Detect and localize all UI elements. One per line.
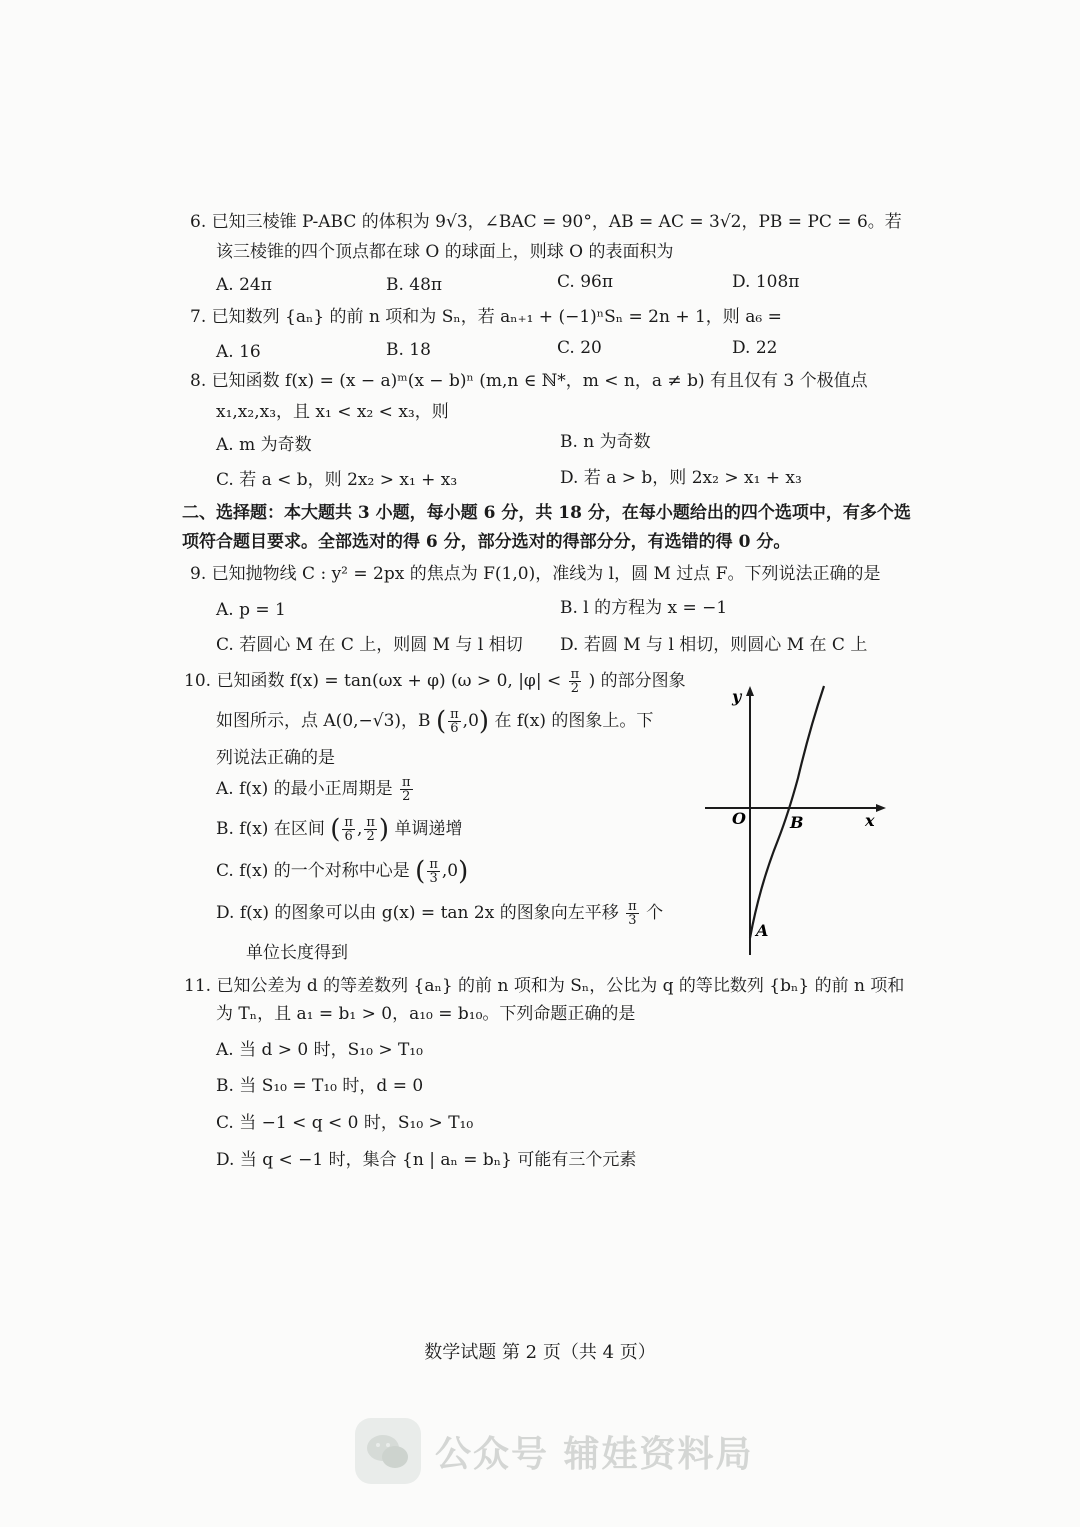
section2-heading-line1: 二、选择题：本大题共 3 小题，每小题 6 分，共 18 分，在每小题给出的四个选项中，有多个选 (182, 503, 911, 523)
q10-stem-line3: 列说法正确的是 (216, 748, 335, 768)
q6-option-a: A. 24π (216, 275, 272, 295)
pi-over-2-fraction: $\frac{\pi}{2}$ (570, 667, 580, 696)
point-a-label: A (756, 921, 769, 940)
y-axis-arrow (746, 686, 754, 696)
q10-stem-line2: 如图所示，点 A(0,−√3)，B ( $\frac{\pi}{6}$ ,0) 在 f(x) 的图象上。下 (216, 706, 654, 737)
q7-stem: 7. 已知数列 {aₙ} 的前 n 项和为 Sₙ，若 aₙ₊₁ + (−1)ⁿSₙ = 2n + 1，则 a₆ = (190, 307, 782, 327)
q6-option-b: B. 48π (386, 275, 443, 295)
wechat-icon (355, 1418, 421, 1484)
q11-stem-line2: 为 Tₙ，且 a₁ = b₁ > 0，a₁₀ = b₁₀。下列命题正确的是 (216, 1004, 636, 1024)
q8-option-c: C. 若 a < b，则 2x₂ > x₁ + x₃ (216, 470, 458, 490)
x-axis-arrow (876, 804, 886, 812)
tan-function-graph (700, 680, 900, 960)
q8-option-a: A. m 为奇数 (216, 435, 312, 455)
q9-option-c: C. 若圆心 M 在 C 上，则圆 M 与 l 相切 (216, 635, 523, 655)
q8-option-d: D. 若 a > b，则 2x₂ > x₁ + x₃ (560, 468, 802, 488)
tan-curve (750, 686, 824, 938)
q8-option-b: B. n 为奇数 (560, 432, 651, 452)
watermark (355, 1412, 754, 1490)
q10-option-b: B. f(x) 在区间 ( $\frac{\pi}{6}$ , $\frac{\pi}{2}$ ) 单调递增 (216, 814, 463, 845)
q11-option-c: C. 当 −1 < q < 0 时，S₁₀ > T₁₀ (216, 1113, 474, 1133)
q6-stem-line1: 6. 已知三棱锥 P-ABC 的体积为 9√3，∠BAC = 90°，AB = AC = 3√2，PB = PC = 6。若 (190, 212, 902, 232)
q6-stem-line2: 该三棱锥的四个顶点都在球 O 的球面上，则球 O 的表面积为 (216, 242, 674, 262)
q9-option-b: B. l 的方程为 x = −1 (560, 598, 728, 618)
q10-option-d: D. f(x) 的图象可以由 g(x) = tan 2x 的图象向左平移 $\frac{\pi}{3}$ 个 (216, 899, 664, 928)
q7-option-c: C. 20 (557, 338, 602, 358)
q10-option-d-cont: 单位长度得到 (246, 943, 348, 963)
q6-option-c: C. 96π (557, 272, 614, 292)
q11-option-b: B. 当 S₁₀ = T₁₀ 时，d = 0 (216, 1076, 424, 1096)
point-b-label: B (790, 813, 804, 832)
origin-label: O (732, 809, 746, 828)
q9-option-d: D. 若圆 M 与 l 相切，则圆心 M 在 C 上 (560, 635, 868, 655)
page-footer: 数学试题 第 2 页（共 4 页） (424, 1342, 656, 1363)
q10-stem-line1: 10. 已知函数 f(x) = tan(ωx + φ) (ω > 0, |φ| < $\frac{\pi}{2}$ ) 的部分图象 (184, 667, 686, 696)
q8-stem-line1: 8. 已知函数 f(x) = (x − a)ᵐ(x − b)ⁿ (m,n ∈ ℕ*，m < n，a ≠ b) 有且仅有 3 个极值点 (190, 371, 868, 391)
q11-stem-line1: 11. 已知公差为 d 的等差数列 {aₙ} 的前 n 项和为 Sₙ，公比为 q 的等比数列 {bₙ} 的前 n 项和 (184, 976, 905, 996)
q11-option-a: A. 当 d > 0 时，S₁₀ > T₁₀ (216, 1040, 423, 1060)
q7-option-b: B. 18 (386, 340, 431, 360)
q6-option-d: D. 108π (732, 272, 800, 292)
q7-option-d: D. 22 (732, 338, 778, 358)
y-axis-label: y (732, 687, 742, 706)
q9-option-a: A. p = 1 (216, 600, 286, 620)
q11-option-d: D. 当 q < −1 时，集合 {n | aₙ = bₙ} 可能有三个元素 (216, 1150, 637, 1170)
q9-stem: 9. 已知抛物线 C : y² = 2px 的焦点为 F(1,0)，准线为 l，圆 M 过点 F。下列说法正确的是 (190, 564, 881, 584)
q10-option-c: C. f(x) 的一个对称中心是 ( $\frac{\pi}{3}$ ,0) (216, 856, 469, 887)
period-fraction: $\frac{\pi}{2}$ (402, 775, 411, 804)
pi-over-6-fraction: $\frac{\pi}{6}$ (450, 707, 459, 736)
q7-option-a: A. 16 (216, 342, 261, 362)
x-axis-label: x (865, 811, 875, 830)
q8-stem-line2: x₁,x₂,x₃，且 x₁ < x₂ < x₃，则 (216, 402, 449, 422)
watermark-text: 公众号 辅娃资料局 (435, 1433, 754, 1475)
section2-heading-line2: 项符合题目要求。全部选对的得 6 分，部分选对的得部分分，有选错的得 0 分。 (182, 532, 791, 552)
q10-option-a: A. f(x) 的最小正周期是 $\frac{\pi}{2}$ (216, 775, 411, 804)
